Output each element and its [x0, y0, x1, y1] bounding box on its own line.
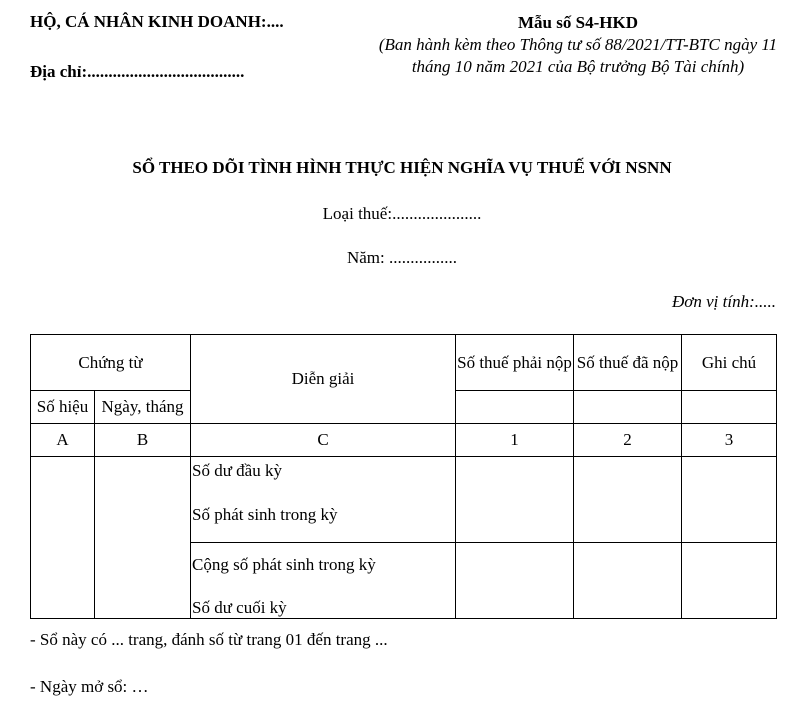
- column-code-c: C: [191, 424, 456, 457]
- header-tax-payable-text: Số thuế phải nộp: [457, 352, 572, 372]
- subheader-empty-3: [682, 391, 777, 424]
- unit-line: Đơn vị tính:.....: [672, 292, 776, 311]
- arising-in-period-label: Số phát sinh trong kỳ: [192, 505, 338, 524]
- closing-balance-label: Số dư cuối kỳ: [192, 598, 287, 617]
- column-code-row: [31, 424, 777, 457]
- body-paid-cell-1: [574, 457, 682, 543]
- column-code-b: B: [95, 424, 191, 457]
- header-tax-payable: [456, 335, 574, 391]
- subheader-number: Số hiệu: [31, 391, 95, 424]
- subheader-date: Ngày, tháng: [95, 391, 191, 424]
- form-number: Mẫu số S4-HKD: [518, 13, 638, 32]
- header-description: Diễn giải: [191, 335, 456, 424]
- subheader-empty-2: [574, 391, 682, 424]
- tax-ledger-table: [30, 334, 777, 619]
- header-voucher: Chứng từ: [31, 335, 191, 391]
- form-header: [372, 12, 784, 78]
- body-description-cell-2: [191, 543, 456, 619]
- pages-note: - Sổ này có ... trang, đánh số từ trang 01 đến trang ...: [30, 630, 388, 649]
- header-tax-paid-text: Số thuế đã nộp: [576, 352, 679, 372]
- table-header-row: [31, 335, 777, 391]
- column-code-1: 1: [456, 424, 574, 457]
- opening-balance-label: Số dư đầu kỳ: [192, 461, 282, 480]
- body-number-cell: [31, 457, 95, 619]
- column-code-2: 2: [574, 424, 682, 457]
- issued-note: (Ban hành kèm theo Thông tư số 88/2021/TT-BTC ngày 11 tháng 10 năm 2021 của Bộ trưởng Bộ Tài chính): [378, 35, 778, 76]
- year-line: Năm: ................: [346, 248, 458, 267]
- body-description-cell-1: [191, 457, 456, 543]
- table-row: [31, 457, 777, 543]
- business-label: HỘ, CÁ NHÂN KINH DOANH:....: [30, 12, 284, 31]
- tax-type-line: Loại thuế:.....................: [322, 204, 482, 223]
- address-label: Địa chỉ:.....................................: [30, 62, 245, 81]
- body-note-cell-1: [682, 457, 777, 543]
- opening-date: - Ngày mở sổ: …: [30, 677, 149, 696]
- body-payable-cell-1: [456, 457, 574, 543]
- total-arising-label: Cộng số phát sinh trong kỳ: [192, 555, 376, 574]
- column-code-a: A: [31, 424, 95, 457]
- body-note-cell-2: [682, 543, 777, 619]
- column-code-3: 3: [682, 424, 777, 457]
- body-paid-cell-2: [574, 543, 682, 619]
- body-payable-cell-2: [456, 543, 574, 619]
- body-date-cell: [95, 457, 191, 619]
- header-tax-paid: [574, 335, 682, 391]
- subheader-empty-1: [456, 391, 574, 424]
- header-note: Ghi chú: [682, 335, 777, 391]
- page-title: SỔ THEO DÕI TÌNH HÌNH THỰC HIỆN NGHĨA VỤ THUẾ VỚI NSNN: [132, 158, 672, 177]
